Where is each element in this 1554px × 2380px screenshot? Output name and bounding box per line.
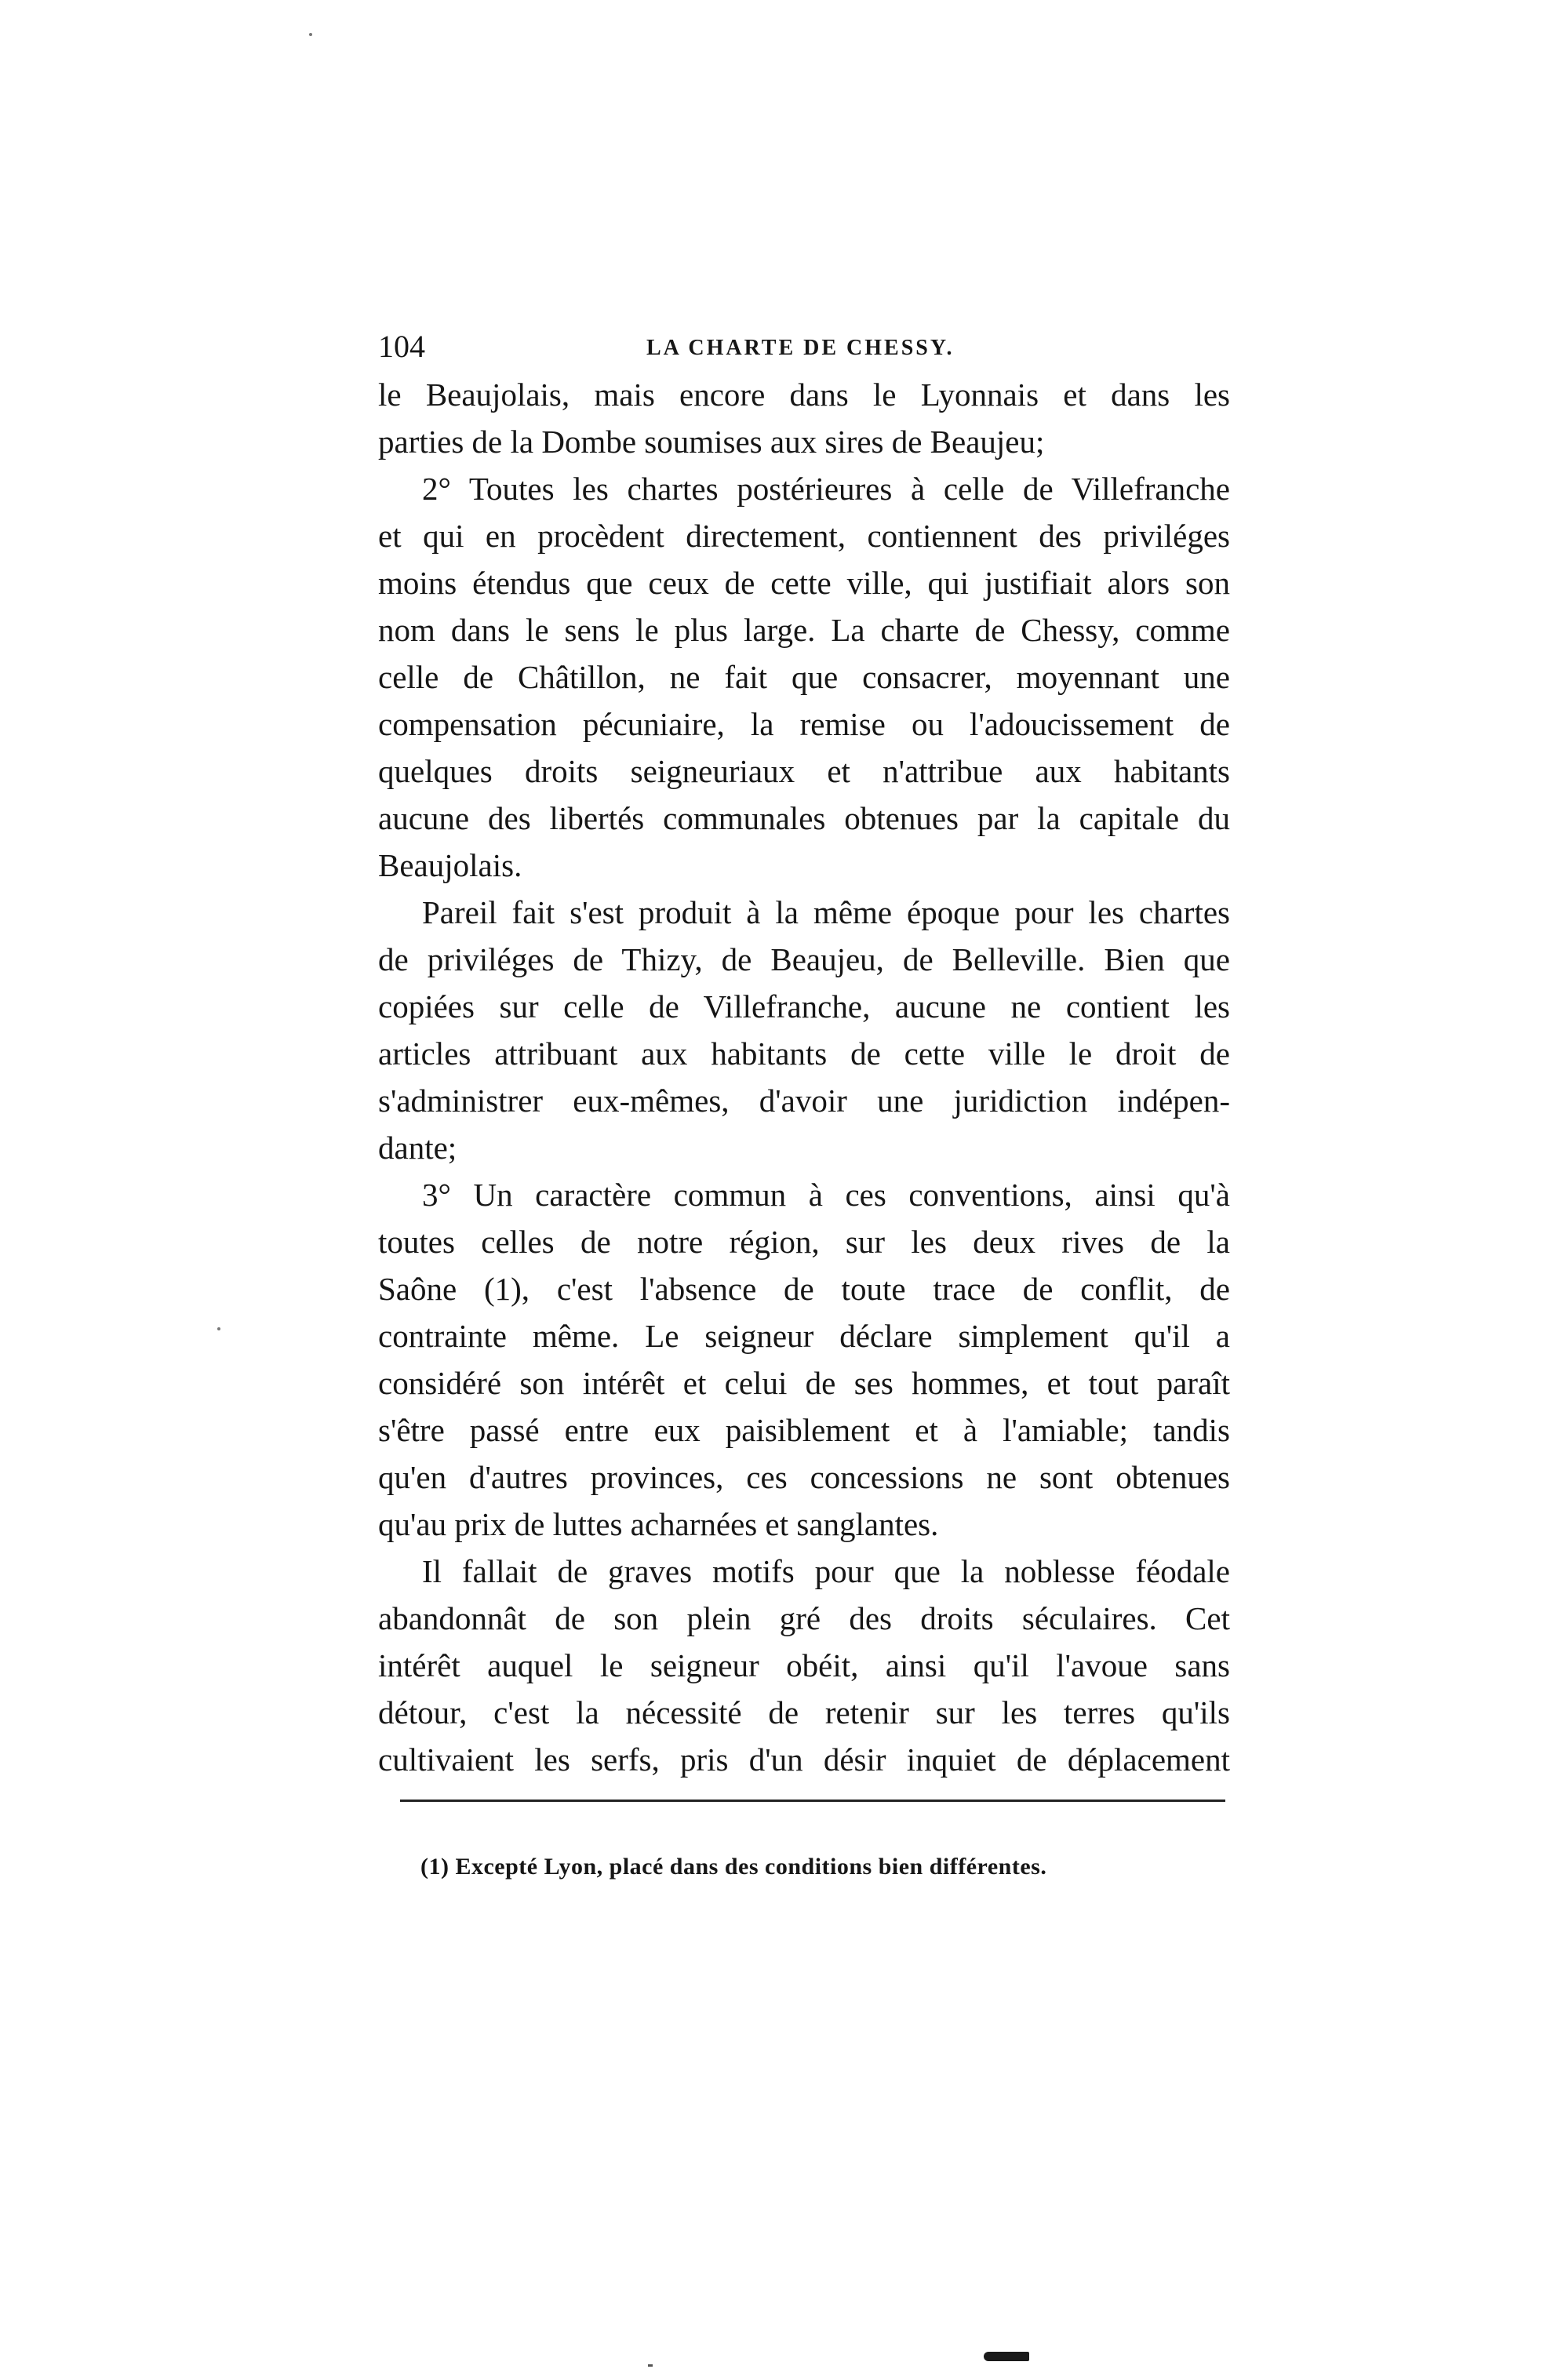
ink-speck bbox=[309, 33, 312, 36]
text-line: articles attribuant aux habitants de cette ville le droit de bbox=[378, 1035, 1230, 1072]
text-line: qu'en d'autres provinces, ces concessions ne sont obtenues bbox=[378, 1459, 1230, 1495]
text-line: détour, c'est la nécessité de retenir sur les terres qu'ils bbox=[378, 1694, 1230, 1730]
text-line: quelques droits seigneuriaux et n'attribue aux habitants bbox=[378, 753, 1230, 789]
text-line: Beaujolais. bbox=[378, 847, 522, 883]
running-title: LA CHARTE DE CHESSY. bbox=[646, 336, 955, 360]
footnote: (1) Excepté Lyon, placé dans des conditions bien différentes. bbox=[420, 1854, 1047, 1880]
ink-speck bbox=[217, 1327, 220, 1330]
ink-speck bbox=[648, 2364, 653, 2367]
page-number: 104 bbox=[378, 329, 425, 364]
text-line: Il fallait de graves motifs pour que la noblesse féodale bbox=[422, 1553, 1230, 1589]
text-line: le Beaujolais, mais encore dans le Lyonnais et dans les bbox=[378, 377, 1230, 413]
text-line: parties de la Dombe soumises aux sires de Beaujeu; bbox=[378, 424, 1045, 460]
text-line: 2° Toutes les chartes postérieures à celle de Villefranche bbox=[422, 471, 1230, 507]
ink-blot bbox=[984, 2352, 1029, 2361]
text-line: de priviléges de Thizy, de Beaujeu, de Belleville. Bien que bbox=[378, 941, 1230, 977]
text-line: s'administrer eux-mêmes, d'avoir une juridiction indépen- bbox=[378, 1083, 1230, 1119]
text-line: toutes celles de notre région, sur les deux rives de la bbox=[378, 1224, 1230, 1260]
text-line: dante; bbox=[378, 1130, 457, 1166]
page-header bbox=[378, 323, 1241, 370]
text-line: copiées sur celle de Villefranche, aucune ne contient les bbox=[378, 988, 1230, 1024]
text-line: cultivaient les serfs, pris d'un désir inquiet de déplacement bbox=[378, 1741, 1230, 1778]
text-line: compensation pécuniaire, la remise ou l'adoucissement de bbox=[378, 706, 1230, 742]
text-line: Saône (1), c'est l'absence de toute trace de conflit, de bbox=[378, 1271, 1230, 1307]
footnote-rule bbox=[400, 1800, 1225, 1802]
text-line: nom dans le sens le plus large. La charte de Chessy, comme bbox=[378, 612, 1230, 648]
text-line: intérêt auquel le seigneur obéit, ainsi qu'il l'avoue sans bbox=[378, 1647, 1230, 1683]
body-text bbox=[378, 371, 1230, 1783]
text-line: Pareil fait s'est produit à la même époque pour les chartes bbox=[422, 894, 1230, 930]
text-line: qu'au prix de luttes acharnées et sanglantes. bbox=[378, 1506, 939, 1542]
text-line: aucune des libertés communales obtenues par la capitale du bbox=[378, 800, 1230, 836]
text-line: s'être passé entre eux paisiblement et à l'amiable; tandis bbox=[378, 1412, 1230, 1448]
text-line: considéré son intérêt et celui de ses hommes, et tout paraît bbox=[378, 1365, 1230, 1401]
text-line: contrainte même. Le seigneur déclare simplement qu'il a bbox=[378, 1318, 1230, 1354]
text-line: abandonnât de son plein gré des droits séculaires. Cet bbox=[378, 1600, 1230, 1636]
text-line: moins étendus que ceux de cette ville, qui justifiait alors son bbox=[378, 565, 1230, 601]
text-line: celle de Châtillon, ne fait que consacrer, moyennant une bbox=[378, 659, 1230, 695]
text-line: et qui en procèdent directement, contiennent des priviléges bbox=[378, 518, 1230, 554]
text-line: 3° Un caractère commun à ces conventions, ainsi qu'à bbox=[422, 1177, 1230, 1213]
